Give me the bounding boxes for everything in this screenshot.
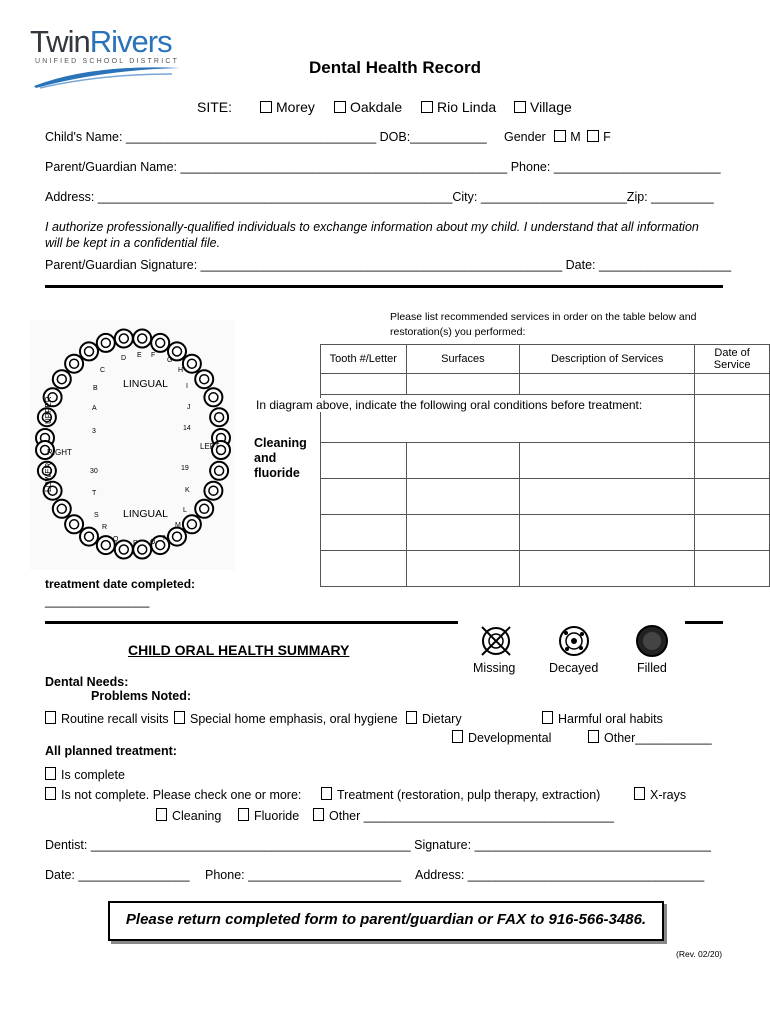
checkbox-icon [542, 711, 553, 724]
checkbox-icon [321, 787, 332, 800]
tooth-label: 19 [181, 465, 189, 472]
district-logo [30, 24, 180, 65]
checkbox-icon [45, 711, 56, 724]
services-instruction: Please list recommended services in order on the table below and restoration(s) you performed: [390, 311, 697, 338]
upper-tooth[interactable] [183, 355, 201, 373]
checkbox-icon [238, 808, 249, 821]
table-row[interactable] [321, 515, 770, 551]
need-dietary[interactable] [406, 711, 462, 726]
option-label: Dietary [422, 712, 462, 726]
cleaning-fluoride-label: Cleaning and fluoride [254, 436, 307, 480]
tooth-label: T [92, 490, 97, 497]
tooth-label: N [163, 535, 169, 542]
treatment-not-complete[interactable] [45, 787, 301, 802]
tooth-label: G [167, 357, 173, 364]
need-developmental[interactable] [452, 730, 551, 745]
child-name-field[interactable]: Child's Name: ____________________________________ DOB:___________ [45, 130, 487, 144]
lower-tooth[interactable] [195, 500, 213, 518]
upper-tooth[interactable] [115, 330, 133, 348]
tooth-label: L [183, 507, 187, 514]
lower-tooth[interactable] [183, 515, 201, 533]
tooth-label: I [186, 383, 188, 390]
need-home-emphasis[interactable] [174, 711, 398, 726]
filled-tooth-icon [634, 623, 670, 659]
logo-text-b: Rivers [89, 24, 172, 59]
lower-tooth[interactable] [53, 500, 71, 518]
dental-needs-label: Dental Needs: [45, 675, 129, 689]
gender-field[interactable] [504, 130, 611, 144]
revision-label: (Rev. 02/20) [676, 949, 723, 959]
upper-tooth[interactable] [133, 330, 151, 348]
tooth-label: H [178, 367, 184, 374]
checkbox-icon [45, 767, 56, 780]
return-note: Please return completed form to parent/guardian or FAX to 916-566-3486. [108, 901, 664, 941]
checkbox-icon [588, 730, 599, 743]
option-label: Cleaning [172, 809, 222, 823]
table-row[interactable] [321, 374, 770, 395]
divider [685, 621, 723, 624]
lower-tooth[interactable] [168, 528, 186, 546]
treatment-restoration[interactable] [321, 787, 600, 802]
need-other[interactable] [588, 730, 712, 745]
checkbox-icon [174, 711, 185, 724]
checkbox-icon [260, 101, 272, 113]
parent-name-field[interactable]: Parent/Guardian Name: _______________________________________________ Phone: ________________________ [45, 160, 721, 174]
lingual-top-label: LINGUAL [123, 378, 168, 390]
tooth-label: C [100, 367, 106, 374]
checkbox-icon [634, 787, 645, 800]
option-label: Other___________ [604, 731, 712, 745]
checkbox-icon [421, 101, 433, 113]
checkbox-icon [313, 808, 324, 821]
planned-treatment-label: All planned treatment: [45, 744, 177, 758]
tooth-label: Q [113, 536, 119, 543]
checkbox-icon [587, 130, 599, 142]
option-label: Developmental [468, 731, 552, 745]
upper-label: UPPER [44, 396, 53, 424]
checkbox-icon [45, 787, 56, 800]
tooth-label: A [92, 405, 97, 412]
divider [45, 285, 723, 288]
services-table [320, 344, 770, 587]
treatment-cleaning[interactable] [156, 808, 221, 823]
gender-m-label: M [570, 130, 581, 144]
treatment-xrays[interactable] [634, 787, 686, 802]
option-label: Other ____________________________________ [329, 809, 615, 823]
lower-tooth[interactable] [80, 528, 98, 546]
tooth-label: 14 [183, 425, 191, 432]
dentist-address-field[interactable]: Address: __________________________________ [415, 868, 705, 882]
lingual-bottom-label: LINGUAL [123, 508, 168, 520]
legend-decayed: Decayed [549, 661, 599, 675]
option-label: Treatment (restoration, pulp therapy, extraction) [337, 788, 601, 802]
tooth-diagram[interactable] [30, 320, 235, 570]
site-option-rio-linda[interactable] [421, 99, 496, 115]
dentist-phone-field[interactable]: Phone: ______________________ [205, 868, 402, 882]
option-label: Harmful oral habits [558, 712, 663, 726]
site-option-label: Rio Linda [437, 99, 497, 115]
treatment-complete[interactable] [45, 767, 125, 782]
upper-tooth[interactable] [151, 334, 169, 352]
option-label: X-rays [650, 788, 687, 802]
lower-tooth[interactable] [115, 541, 133, 559]
upper-tooth[interactable] [80, 342, 98, 360]
gender-label: Gender [504, 130, 546, 144]
legend-missing: Missing [473, 661, 516, 675]
legend-filled: Filled [637, 661, 667, 675]
tooth-label: B [93, 385, 98, 392]
tooth-label: M [175, 522, 181, 529]
lower-tooth[interactable] [65, 515, 83, 533]
treatment-fluoride[interactable] [238, 808, 299, 823]
lower-tooth[interactable] [210, 462, 228, 480]
checkbox-icon [406, 711, 417, 724]
option-label: Is complete [61, 768, 125, 782]
table-row[interactable] [321, 551, 770, 587]
upper-tooth[interactable] [97, 334, 115, 352]
tooth-label: P [133, 540, 138, 547]
missing-tooth-icon [478, 623, 514, 659]
site-option-oakdale[interactable] [334, 99, 402, 115]
treatment-date-field[interactable]: _______________ [45, 594, 150, 608]
col-tooth: Tooth #/Letter [321, 345, 407, 374]
upper-tooth[interactable] [65, 355, 83, 373]
address-field[interactable]: Address: ___________________________________________________City: _____________________Zip: _________ [45, 190, 714, 204]
tooth-label: E [137, 352, 142, 359]
upper-tooth[interactable] [210, 408, 228, 426]
tooth-label: F [151, 352, 156, 359]
site-option-label: Village [530, 99, 572, 115]
upper-tooth[interactable] [204, 388, 222, 406]
tooth-label: O [150, 539, 156, 546]
site-option-morey[interactable] [260, 99, 315, 115]
table-row[interactable] [321, 443, 770, 479]
need-harmful-habits[interactable] [542, 711, 663, 726]
logo-text-a: Twin [30, 24, 90, 59]
checkbox-icon [554, 130, 566, 142]
problems-noted-label: Problems Noted: [91, 689, 192, 703]
tooth-label: J [187, 404, 191, 411]
decayed-tooth-icon [556, 623, 592, 659]
divider [45, 621, 458, 624]
page-title: Dental Health Record [309, 58, 481, 77]
option-label: Routine recall visits [61, 712, 169, 726]
table-header-row [321, 345, 770, 374]
site-option-label: Morey [276, 99, 315, 115]
logo-tagline: UNIFIED SCHOOL DISTRICT [35, 58, 180, 65]
checkbox-icon [156, 808, 167, 821]
tooth-label: D [121, 355, 127, 362]
option-label: Fluoride [254, 809, 300, 823]
site-option-village[interactable] [514, 99, 572, 115]
tooth-label: S [94, 512, 99, 519]
checkbox-icon [514, 101, 526, 113]
option-label: Is not complete. Please check one or more: [61, 788, 302, 802]
option-label: Special home emphasis, oral hygiene [190, 712, 398, 726]
col-date: Date of Service [695, 345, 770, 374]
dentist-date-field[interactable]: Date: ________________ [45, 868, 190, 882]
site-label: SITE: [197, 99, 233, 115]
tooth-label: 30 [90, 468, 98, 475]
treatment-other[interactable] [313, 808, 614, 823]
authorization-text: I authorize professionally-qualified individuals to exchange information about my child. I understand that all information will be kept in a confidential file. [45, 220, 699, 250]
need-routine-recall[interactable] [45, 711, 169, 726]
left-label: LEFT [200, 442, 220, 451]
right-label: RIGHT [47, 448, 72, 457]
tooth-label: R [102, 524, 108, 531]
tooth-label: 3 [92, 428, 96, 435]
tooth-label: K [185, 487, 190, 494]
dentist-signature-field[interactable]: Dentist: ______________________________________________ Signature: __________________________________ [45, 838, 711, 852]
table-row[interactable] [321, 479, 770, 515]
summary-title: CHILD ORAL HEALTH SUMMARY [128, 642, 350, 658]
col-surfaces: Surfaces [406, 345, 519, 374]
gender-f-label: F [603, 130, 611, 144]
site-option-label: Oakdale [350, 99, 403, 115]
upper-tooth[interactable] [53, 370, 71, 388]
col-description: Description of Services [520, 345, 695, 374]
treatment-date-label: treatment date completed: [45, 577, 196, 591]
oral-conditions-text: In diagram above, indicate the following oral conditions before treatment: [256, 398, 645, 412]
checkbox-icon [334, 101, 346, 113]
checkbox-icon [452, 730, 463, 743]
upper-tooth[interactable] [195, 370, 213, 388]
parent-signature-field[interactable]: Parent/Guardian Signature: ____________________________________________________ Date: ___________________ [45, 258, 732, 272]
lower-label: LOWER [44, 462, 53, 492]
lower-tooth[interactable] [204, 482, 222, 500]
